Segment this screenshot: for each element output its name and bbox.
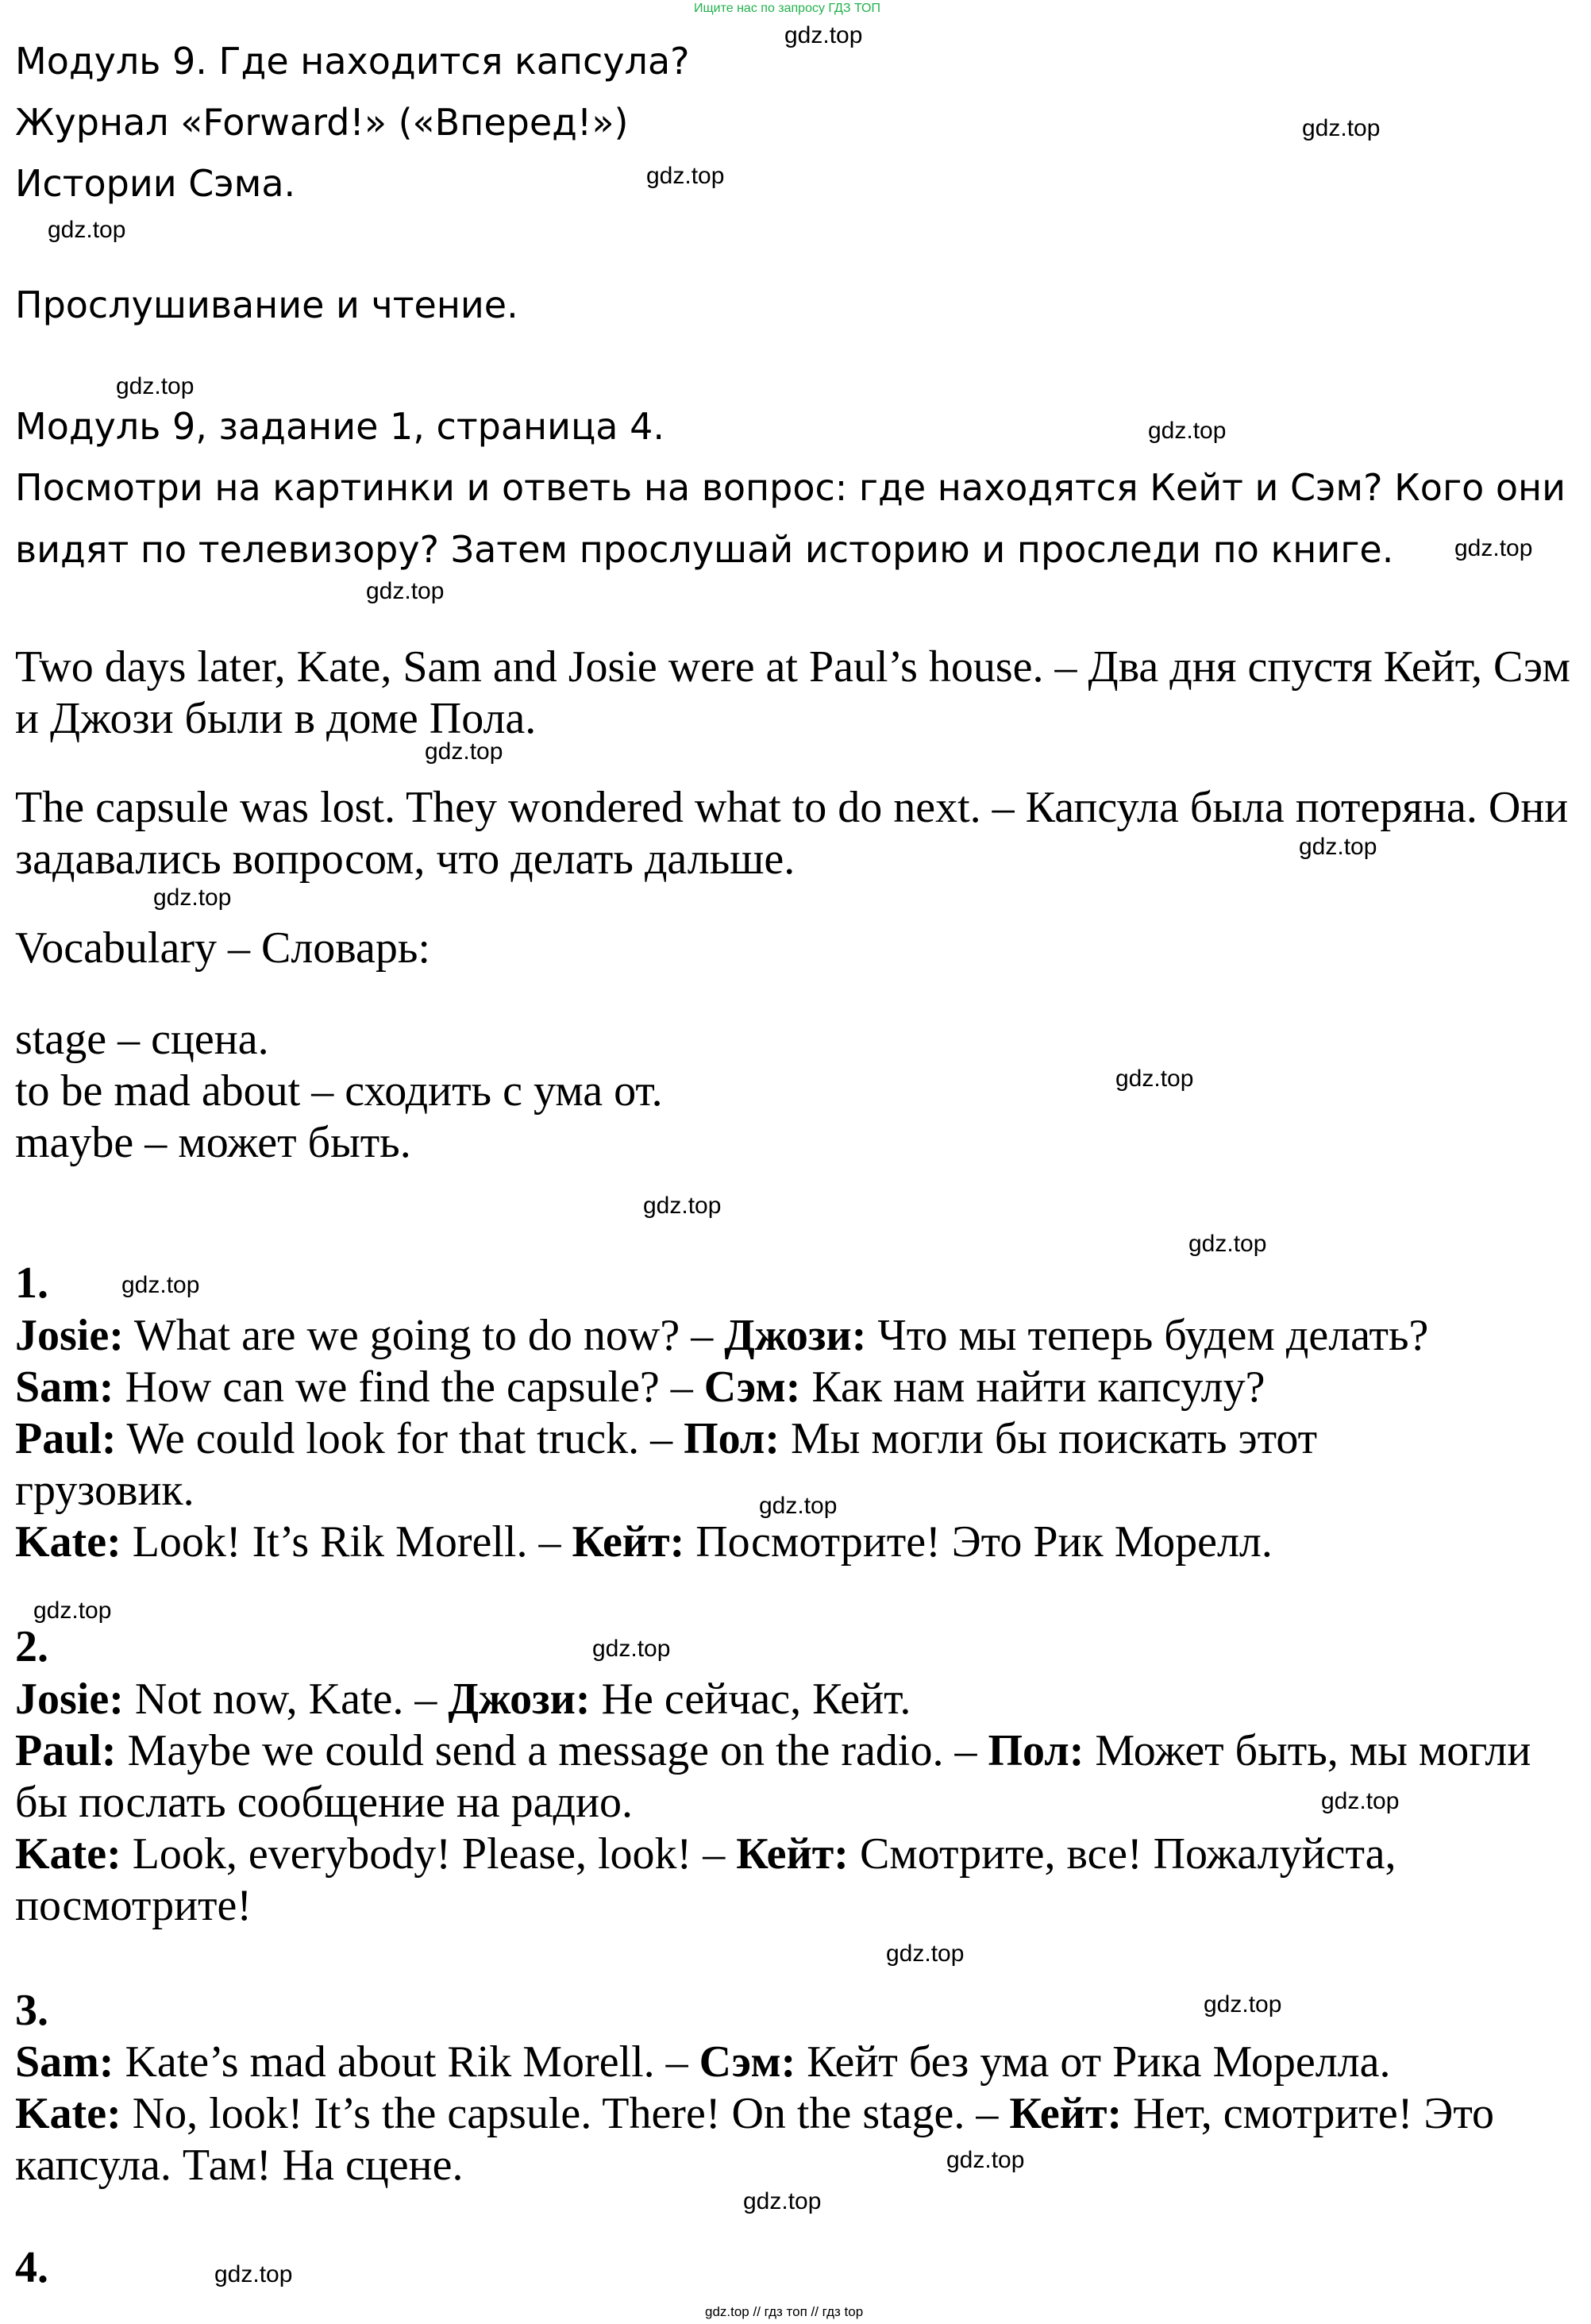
speaker-en: Sam: xyxy=(15,2037,114,2087)
watermark-text: gdz.top xyxy=(886,1941,965,1967)
vocabulary-title: Vocabulary – Словарь: xyxy=(15,923,430,973)
line-ru: Не сейчас, Кейт. xyxy=(590,1675,911,1724)
watermark-text: gdz.top xyxy=(743,2188,822,2214)
watermark-text: gdz.top xyxy=(1321,1788,1400,1814)
dialogue-line xyxy=(15,1674,1571,1725)
instruction-line-2: видят по телевизору? Затем прослушай историю и проследи по книге. xyxy=(15,528,1394,571)
line-ru: Смотрите, все! Пожалуйста, посмотрите! xyxy=(15,1829,1396,1930)
line-en: Look, everybody! Please, look! – xyxy=(121,1829,737,1879)
watermark-text: gdz.top xyxy=(784,22,863,48)
section-number: 2. xyxy=(15,1622,48,1671)
line-en: How can we find the capsule? – xyxy=(114,1362,704,1412)
line-ru: Может быть, мы могли бы послать сообщение на радио. xyxy=(15,1726,1531,1827)
speaker-en: Kate: xyxy=(15,2089,121,2138)
watermark-text: gdz.top xyxy=(214,2261,293,2287)
line-ru: Что мы теперь будем делать? xyxy=(866,1311,1429,1360)
speaker-en: Paul: xyxy=(15,1414,117,1463)
watermark-text: gdz.top xyxy=(48,217,126,243)
watermark-text: gdz.top xyxy=(366,578,445,604)
speaker-ru: Сэм: xyxy=(703,1362,801,1412)
speaker-en: Kate: xyxy=(15,1829,121,1879)
speaker-en: Paul: xyxy=(15,1726,117,1775)
speaker-ru: Кейт: xyxy=(1009,2089,1123,2138)
speaker-ru: Кейт: xyxy=(572,1517,685,1567)
watermark-text: gdz.top xyxy=(1148,418,1227,444)
speaker-ru: Пол: xyxy=(684,1414,780,1463)
watermark-text: gdz.top xyxy=(33,1598,112,1624)
magazine-title: Журнал «Forward!» («Вперед!») xyxy=(15,101,629,144)
line-en: Maybe we could send a message on the radio. – xyxy=(116,1726,988,1775)
line-en: Kate’s mad about Rik Morell. – xyxy=(114,2037,699,2087)
watermark-text: gdz.top xyxy=(1188,1231,1267,1257)
line-ru: Как нам найти капсулу? xyxy=(800,1362,1265,1412)
dialogue-line xyxy=(15,1362,1571,1413)
watermark-text: gdz.top xyxy=(153,885,232,911)
line-ru: Посмотрите! Это Рик Морелл. xyxy=(684,1517,1273,1567)
watermark-text: gdz.top xyxy=(592,1636,671,1662)
watermark-text: gdz.top xyxy=(1299,834,1377,860)
dialogue-line xyxy=(15,1310,1571,1362)
section-number: 3. xyxy=(15,1986,48,2035)
watermark-text: gdz.top xyxy=(1204,1991,1282,2018)
watermark-text: gdz.top xyxy=(1454,535,1533,561)
top-search-note: Ищите нас по запросу ГДЗ ТОП xyxy=(694,2,880,15)
watermark-text: gdz.top xyxy=(759,1493,838,1519)
watermark-text: gdz.top xyxy=(425,738,503,765)
line-en: What are we going to do now? – xyxy=(123,1311,725,1360)
watermark-text: gdz.top xyxy=(946,2147,1025,2173)
vocabulary-item: maybe – может быть. xyxy=(15,1118,411,1167)
intro-paragraph-1: Two days later, Kate, Sam and Josie were at Paul’s house. – Два дня спустя Кейт, Сэм и Джози были в доме Пола. xyxy=(15,642,1570,743)
task-reference: Модуль 9, задание 1, страница 4. xyxy=(15,405,665,448)
section-number: 1. xyxy=(15,1258,48,1308)
bottom-watermark-note: gdz.top // гдз топ // гдз top xyxy=(705,2304,864,2319)
speaker-en: Josie: xyxy=(15,1675,124,1724)
watermark-text: gdz.top xyxy=(646,163,725,189)
line-en: No, look! It’s the capsule. There! On the stage. – xyxy=(121,2089,1010,2138)
speaker-en: Josie: xyxy=(15,1311,124,1360)
line-ru: Нет, смотрите! Это капсула. Там! На сцене. xyxy=(15,2089,1495,2190)
line-en: Not now, Kate. – xyxy=(123,1675,449,1724)
watermark-text: gdz.top xyxy=(1302,115,1381,141)
dialogue-line xyxy=(15,1829,1571,1932)
watermark-text: gdz.top xyxy=(1115,1066,1194,1092)
speaker-ru: Сэм: xyxy=(699,2037,796,2087)
speaker-en: Sam: xyxy=(15,1362,114,1412)
speaker-ru: Джози: xyxy=(448,1675,591,1724)
vocabulary-item: to be mad about – сходить с ума от. xyxy=(15,1066,663,1116)
watermark-text: gdz.top xyxy=(643,1193,722,1219)
speaker-en: Kate: xyxy=(15,1517,121,1567)
speaker-ru: Пол: xyxy=(988,1726,1084,1775)
module-title: Модуль 9. Где находится капсула? xyxy=(15,40,690,83)
section-title: Прослушивание и чтение. xyxy=(15,283,518,326)
line-ru: Мы могли бы поискать этот грузовик. xyxy=(15,1414,1318,1515)
dialogue-line xyxy=(15,1517,1571,1568)
speaker-ru: Кейт: xyxy=(736,1829,849,1879)
dialogue-line xyxy=(15,1413,1460,1517)
section-number: 4. xyxy=(15,2243,48,2292)
watermark-text: gdz.top xyxy=(116,373,195,399)
stories-title: Истории Сэма. xyxy=(15,162,296,205)
line-ru: Кейт без ума от Рика Морелла. xyxy=(796,2037,1391,2087)
vocabulary-item: stage – сцена. xyxy=(15,1015,269,1064)
line-en: We could look for that truck. – xyxy=(116,1414,684,1463)
intro-paragraph-2: The capsule was lost. They wondered what to do next. – Капсула была потеряна. Они задавались вопросом, что делать дальше. xyxy=(15,783,1569,884)
line-en: Look! It’s Rik Morell. – xyxy=(121,1517,572,1567)
speaker-ru: Джози: xyxy=(724,1311,867,1360)
dialogue-line xyxy=(15,2088,1571,2191)
dialogue-line xyxy=(15,2037,1571,2088)
watermark-text: gdz.top xyxy=(121,1272,200,1298)
instruction-line-1: Посмотри на картинки и ответь на вопрос: где находятся Кейт и Сэм? Кого они xyxy=(15,466,1566,509)
